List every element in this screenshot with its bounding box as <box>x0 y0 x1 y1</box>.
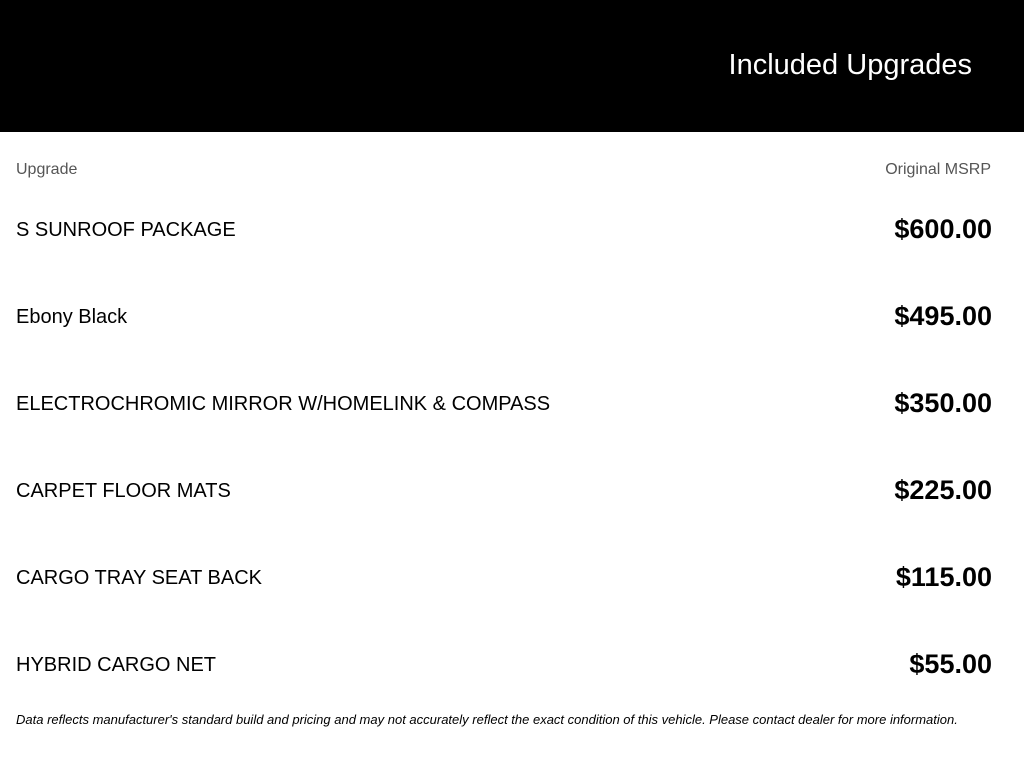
upgrade-price: $225.00 <box>894 475 992 505</box>
upgrade-name: CARPET FLOOR MATS <box>16 480 231 502</box>
upgrade-name: Ebony Black <box>16 306 128 328</box>
upgrade-name: HYBRID CARGO NET <box>16 654 217 676</box>
upgrade-price: $115.00 <box>895 562 992 592</box>
list-item <box>0 631 1024 718</box>
header-bar <box>0 0 1024 132</box>
disclaimer-text: Data reflects manufacturer's standard build and pricing and may not accurately reflect the exact condition of this vehicle. Please contact dealer for more information. <box>16 712 958 727</box>
upgrade-name: S SUNROOF PACKAGE <box>16 219 236 241</box>
list-item <box>0 457 1024 544</box>
upgrade-price: $495.00 <box>894 301 992 331</box>
column-header-msrp: Original MSRP <box>885 161 991 178</box>
list-item <box>0 196 1024 283</box>
column-header-upgrade: Upgrade <box>16 161 78 178</box>
upgrade-name: CARGO TRAY SEAT BACK <box>16 567 262 589</box>
list-item <box>0 370 1024 457</box>
upgrade-name: ELECTROCHROMIC MIRROR W/HOMELINK & COMPASS <box>16 393 551 415</box>
upgrade-price: $350.00 <box>894 388 992 418</box>
upgrade-price: $55.00 <box>909 649 992 679</box>
list-item <box>0 544 1024 631</box>
upgrade-price: $600.00 <box>894 214 992 244</box>
upgrades-list <box>0 196 1024 718</box>
page-title: Included Upgrades <box>728 49 972 81</box>
list-item <box>0 283 1024 370</box>
